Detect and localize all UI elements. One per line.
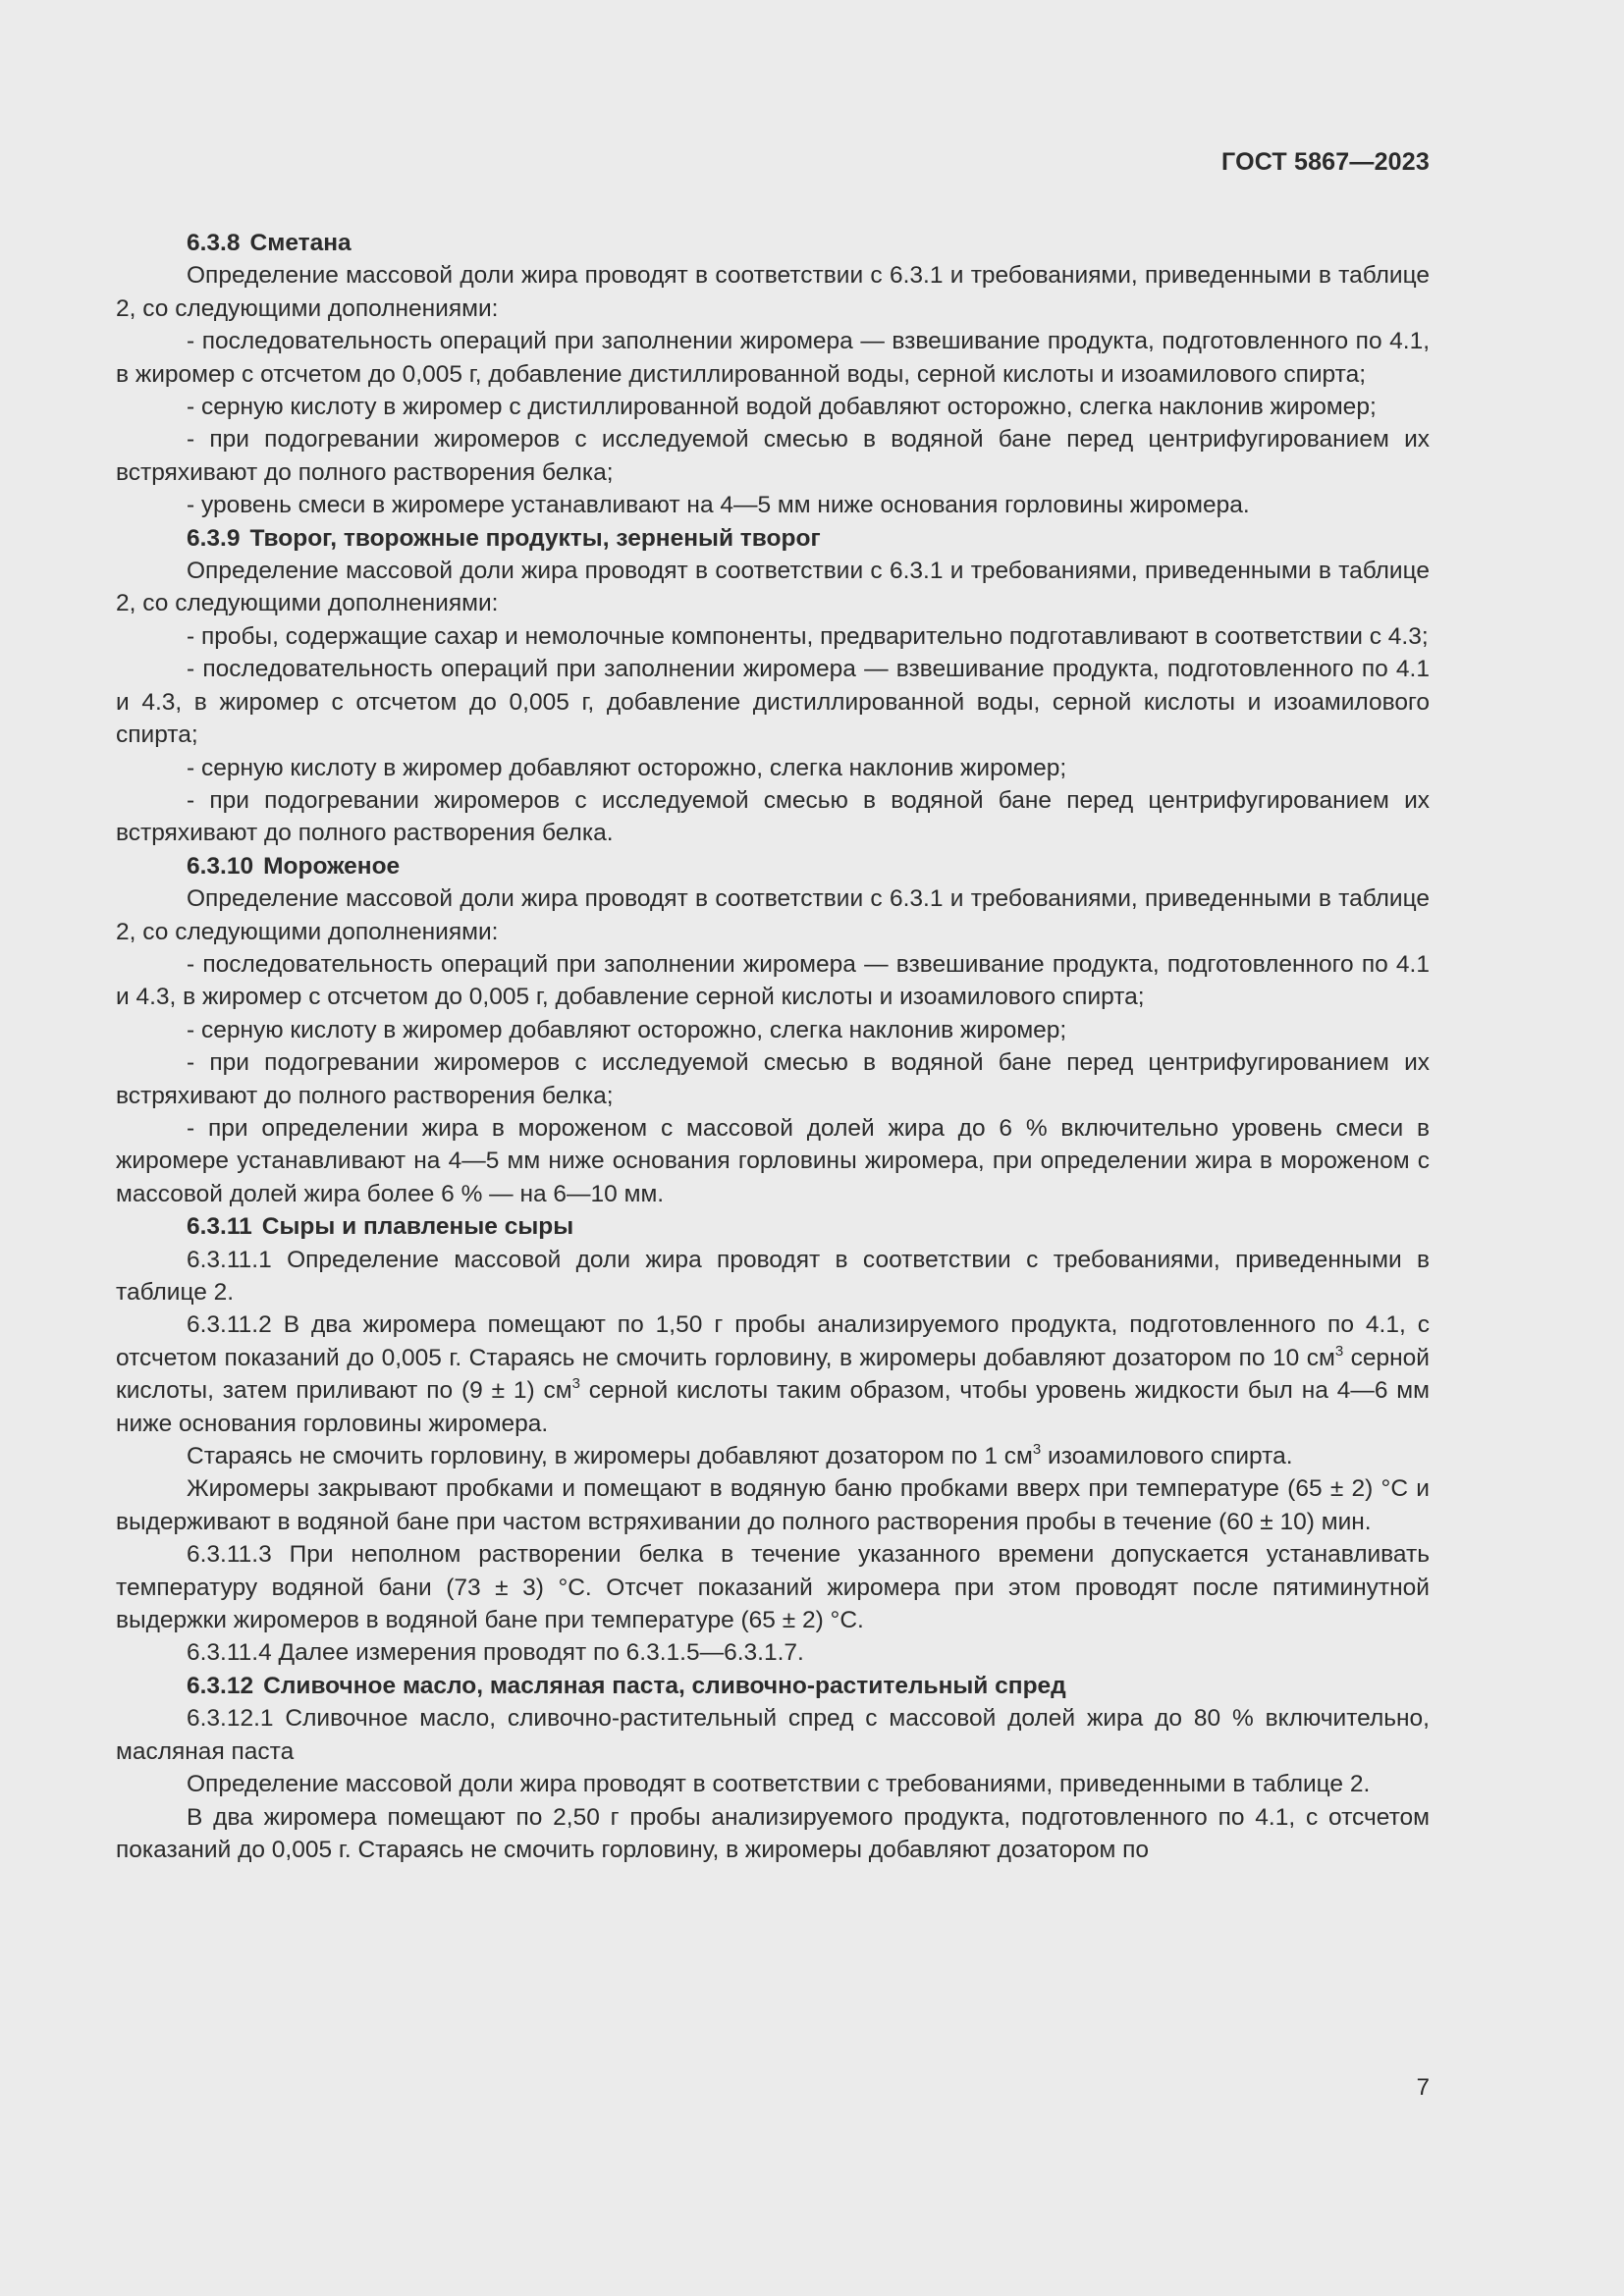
body-paragraph: Определение массовой доли жира проводят в соответствии с 6.3.1 и требованиями, приведенными в таблице 2, со следующими дополнениями: [116, 558, 1430, 617]
body-paragraph: - пробы, содержащие сахар и немолочные компоненты, предварительно подготавливают в соответствии с 4.3; [187, 622, 1429, 650]
section-title: Творог, творожные продукты, зерненый творог [249, 524, 821, 552]
superscript: 3 [1334, 1342, 1344, 1360]
section-title: Мороженое [263, 852, 401, 880]
section-title: Сыры и плавленые сыры [261, 1213, 574, 1241]
section-title: Сметана [249, 230, 352, 256]
section-number: 6.3.12 [187, 1672, 254, 1699]
body-paragraph: - последовательность операций при заполнении жиромера — взвешивание продукта, подготовленного по 4.1, в жиромер с отсчетом до 0,005 г, добавление дистиллированной воды, серной кислоты и изоамилового спирта; [116, 328, 1430, 388]
text-run: изоамилового спирта. [1041, 1443, 1293, 1470]
body-paragraph: - последовательность операций при заполнении жиромера — взвешивание продукта, подготовленного по 4.1 и 4.3, в жиромер с отсчетом до 0,005 г, добавление серной кислоты и изоамилового спирта; [116, 950, 1430, 1011]
document-header: ГОСТ 5867—2023 [1221, 148, 1430, 176]
text-run: 6.3.11.2 В два жиромера помещают по 1,50 г пробы анализируемого продукта, подготовленного по 4.1, с отсчетом показаний до 0,005 г. Стараясь не смочить горловину, в жиромеры добавляют дозатором по 10 см [116, 1311, 1430, 1371]
body-paragraph: Определение массовой доли жира проводят в соответствии с 6.3.1 и требованиями, приведенными в таблице 2, со следующими дополнениями: [116, 262, 1430, 322]
body-paragraph: - при подогревании жиромеров с исследуемой смесью в водяной бане перед центрифугированием их встряхивают до полного растворения белка. [116, 786, 1430, 847]
document-body [116, 227, 1430, 1866]
text-run: Стараясь не смочить горловину, в жиромеры добавляют дозатором по 1 см [187, 1443, 1033, 1470]
body-paragraph: - при подогревании жиромеров с исследуемой смесью в водяной бане перед центрифугированием их встряхивают до полного растворения белка; [116, 1049, 1430, 1109]
section-heading [116, 1670, 1430, 1702]
body-paragraph [116, 1308, 1430, 1440]
body-paragraph: - уровень смеси в жиромере устанавливают на 4—5 мм ниже основания горловины жиромера. [187, 492, 1250, 519]
body-paragraph: 6.3.11.3 При неполном растворении белка в течение указанного времени допускается устанавливать температуру водяной бани (73 ± 3) °С. Отсчет показаний жиромера при этом проводят после пятиминутной выдержки жиромеров в водяной бане при температуре (65 ± 2) °С. [116, 1541, 1430, 1634]
section-title: Сливочное масло, масляная паста, сливочно-растительный спред [263, 1672, 1066, 1699]
body-paragraph: Определение массовой доли жира проводят в соответствии с 6.3.1 и требованиями, приведенными в таблице 2, со следующими дополнениями: [116, 885, 1430, 945]
body-paragraph: - серную кислоту в жиромер добавляют осторожно, слегка наклонив жиромер; [187, 754, 1067, 781]
body-paragraph [116, 1440, 1430, 1472]
body-paragraph: Жиромеры закрывают пробками и помещают в водяную баню пробками вверх при температуре (65 ± 2) °С и выдерживают в водяной бане при частом встряхивании до полного растворения пробы в течение (60 ± 10) мин. [116, 1475, 1430, 1535]
body-paragraph: - последовательность операций при заполнении жиромера — взвешивание продукта, подготовленного по 4.1 и 4.3, в жиромер с отсчетом до 0,005 г, добавление дистиллированной воды, серной кислоты и изоамилового спирта; [116, 656, 1430, 749]
body-paragraph: - при подогревании жиромеров с исследуемой смесью в водяной бане перед центрифугированием их встряхивают до полного растворения белка; [116, 426, 1430, 486]
body-paragraph: - серную кислоту в жиромер с дистиллированной водой добавляют осторожно, слегка наклонив жиромер; [187, 394, 1377, 421]
body-paragraph: - серную кислоту в жиромер добавляют осторожно, слегка наклонив жиромер; [187, 1016, 1067, 1043]
section-number: 6.3.8 [187, 230, 241, 256]
section-number: 6.3.9 [187, 524, 241, 552]
body-paragraph: 6.3.11.4 Далее измерения проводят по 6.3.1.5—6.3.1.7. [187, 1639, 804, 1667]
section-number: 6.3.10 [187, 852, 254, 880]
text-run: серной кислоты, затем приливают по (9 ± 1) см [116, 1344, 1430, 1405]
body-paragraph: Определение массовой доли жира проводят в соответствии с требованиями, приведенными в таблице 2. [187, 1771, 1371, 1798]
page-number: 7 [1416, 2074, 1430, 2101]
section-heading [116, 227, 1430, 259]
body-paragraph: В два жиромера помещают по 2,50 г пробы анализируемого продукта, подготовленного по 4.1, с отсчетом показаний до 0,005 г. Стараясь не смочить горловину, в жиромеры добавляют дозатором по [116, 1803, 1430, 1863]
superscript: 3 [571, 1375, 580, 1393]
body-paragraph: 6.3.11.1 Определение массовой доли жира проводят в соответствии с требованиями, приведенными в таблице 2. [116, 1246, 1430, 1306]
section-heading [116, 1210, 1430, 1243]
body-paragraph: - при определении жира в мороженом с массовой долей жира до 6 % включительно уровень смеси в жиромере устанавливают на 4—5 мм ниже основания горловины жиромера, при определении жира в мороженом с массовой долей жира более 6 % — на 6—10 мм. [116, 1114, 1430, 1207]
section-number: 6.3.11 [187, 1213, 252, 1241]
section-heading [116, 522, 1430, 555]
body-paragraph: 6.3.12.1 Сливочное масло, сливочно-растительный спред с массовой долей жира до 80 % включительно, масляная паста [116, 1705, 1430, 1765]
section-heading [116, 850, 1430, 882]
text-run: серной кислоты таким образом, чтобы уровень жидкости был на 4—6 мм ниже основания горловины жиромера. [116, 1377, 1430, 1437]
superscript: 3 [1032, 1440, 1042, 1458]
